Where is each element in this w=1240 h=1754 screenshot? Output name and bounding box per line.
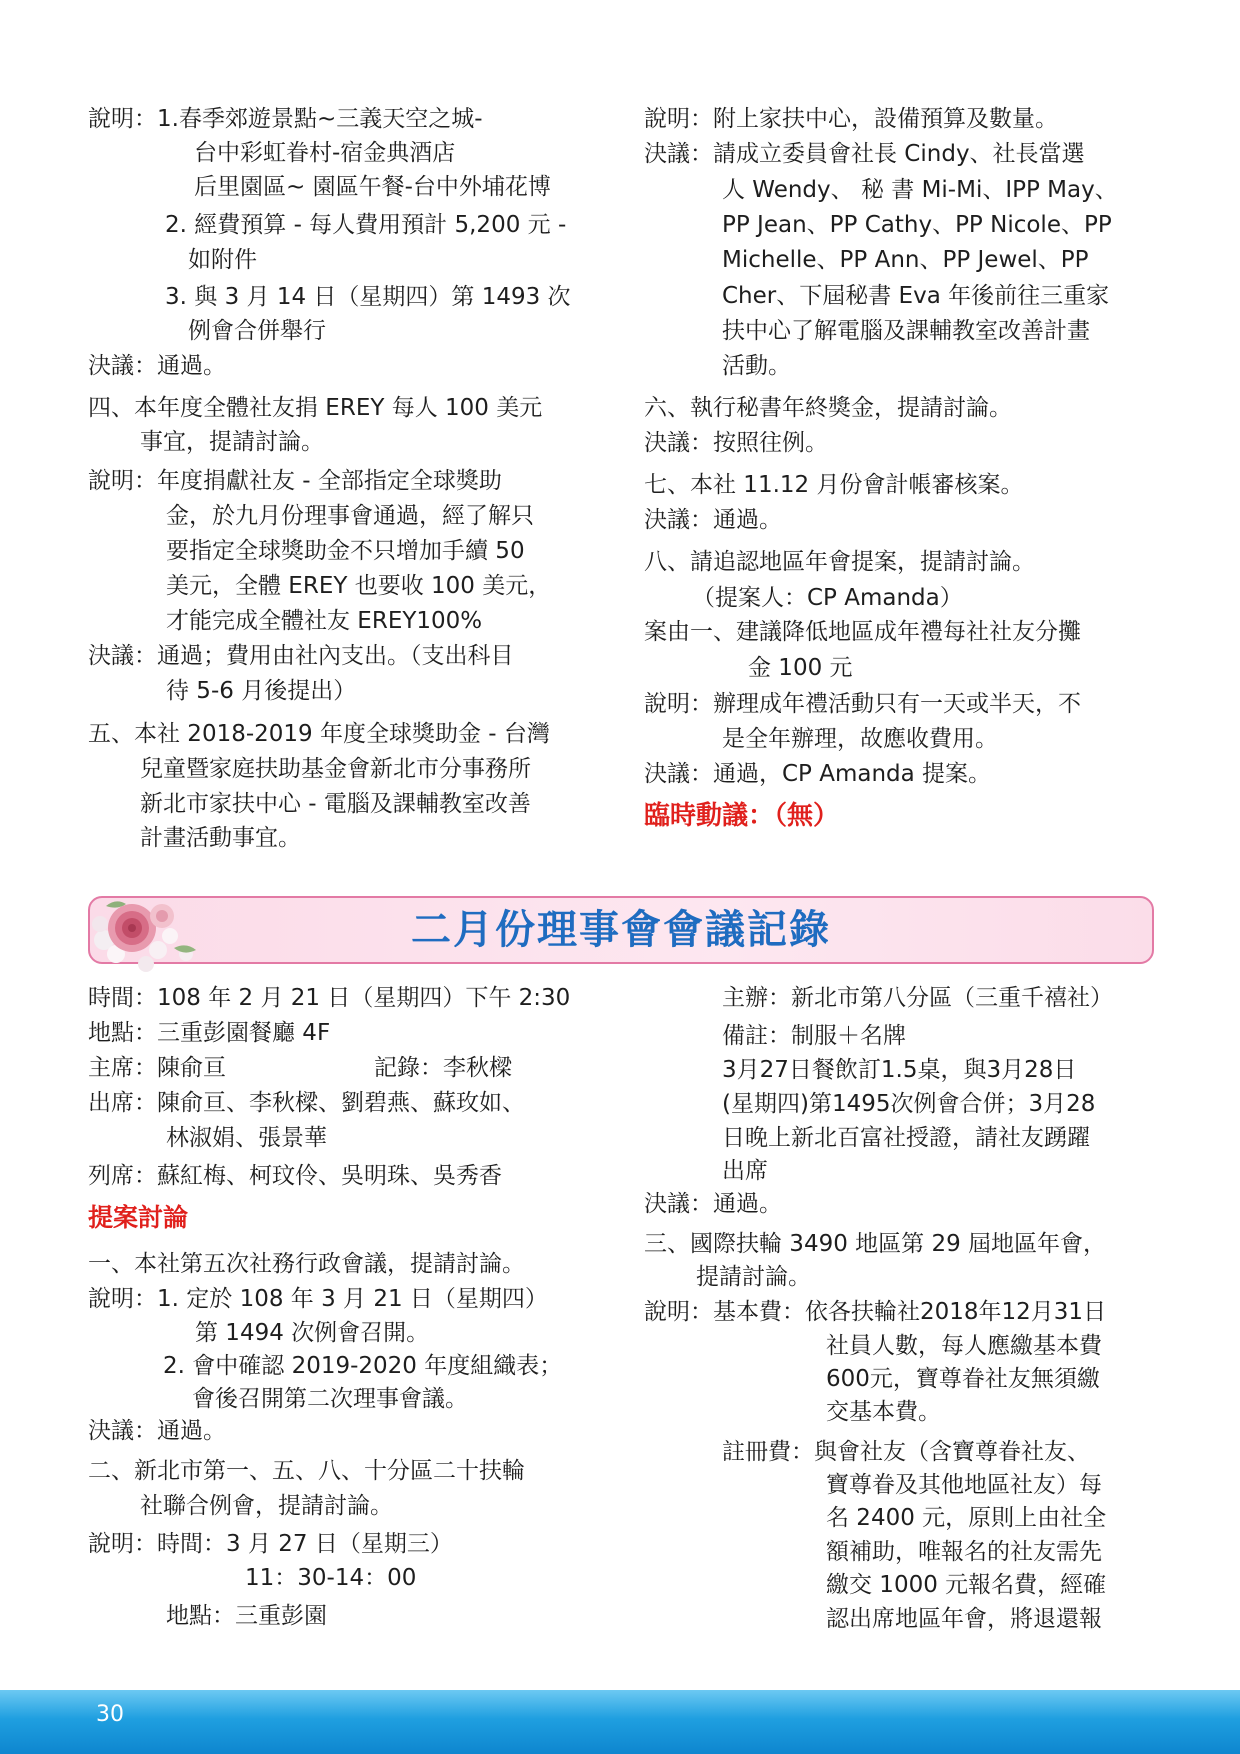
text-line: 例會合併舉行	[188, 318, 326, 344]
meeting-time: 時間：108 年 2 月 21 日（星期四）下午 2:30	[88, 985, 571, 1011]
text-line: 3月27日餐飲訂1.5桌，與3月28日	[722, 1057, 1077, 1083]
text-line: 提請討論。	[696, 1264, 811, 1290]
text-line: 11：30-14：00	[245, 1565, 417, 1591]
text-line: 二、新北市第一、五、八、十分區二十扶輪	[88, 1458, 525, 1484]
meeting-recorder: 記錄：李秋樑	[374, 1055, 512, 1081]
text-line: 說明：時間：3 月 27 日（星期三）	[88, 1531, 453, 1557]
text-line: 說明：1. 定於 108 年 3 月 21 日（星期四）	[88, 1286, 548, 1312]
text-line: 決議：通過。	[644, 1191, 782, 1217]
text-line: 三、國際扶輪 3490 地區第 29 屆地區年會，	[644, 1231, 1107, 1257]
text-line: 美元，全體 EREY 也要收 100 美元，	[166, 573, 552, 599]
text-line: 3. 與 3 月 14 日（星期四）第 1493 次	[165, 284, 571, 310]
footer-band	[0, 1690, 1240, 1754]
text-line: 七、本社 11.12 月份會計帳審核案。	[644, 472, 1024, 498]
text-line: 決議：通過。	[88, 1418, 226, 1444]
text-line: 出席	[722, 1158, 768, 1184]
text-line: 決議：通過。	[644, 507, 782, 533]
text-line: 兒童暨家庭扶助基金會新北市分事務所	[140, 756, 531, 782]
text-line: 案由一、建議降低地區成年禮每社社友分攤	[644, 619, 1081, 645]
text-line: 2. 經費預算 - 每人費用預計 5,200 元 -	[165, 212, 567, 238]
section-title-band	[88, 896, 1154, 964]
text-line: 名 2400 元，原則上由社全	[826, 1505, 1107, 1531]
text-line: 是全年辦理，故應收費用。	[722, 726, 998, 752]
text-line: 交基本費。	[826, 1399, 941, 1425]
text-line: 待 5-6 月後提出）	[166, 678, 357, 704]
text-line: 決議：請成立委員會社長 Cindy、社長當選	[644, 141, 1085, 167]
text-line: 五、本社 2018-2019 年度全球獎助金 - 台灣	[88, 721, 550, 747]
text-line: 說明：基本費：依各扶輪社2018年12月31日	[644, 1299, 1107, 1325]
text-line: 社聯合例會，提請討論。	[140, 1493, 393, 1519]
text-line: 活動。	[722, 353, 791, 379]
text-line: （提案人：CP Amanda）	[692, 585, 963, 611]
text-line: 地點：三重彭園	[166, 1603, 327, 1629]
text-line: 說明：附上家扶中心，設備預算及數量。	[644, 106, 1058, 132]
text-line: 600元，寶尊眷社友無須繳	[826, 1366, 1100, 1392]
text-line: 註冊費：與會社友（含寶尊眷社友、	[722, 1439, 1090, 1465]
text-line: 計畫活動事宜。	[140, 825, 301, 851]
text-line: 決議：通過，CP Amanda 提案。	[644, 761, 992, 787]
proposal-discussion-heading: 提案討論	[88, 1203, 189, 1232]
text-line: 人 Wendy、 秘 書 Mi-Mi、IPP May、	[722, 177, 1118, 203]
text-line: 主辦：新北市第八分區（三重千禧社）	[722, 985, 1113, 1011]
text-line: 台中彩虹眷村-宿金典酒店	[194, 140, 456, 166]
text-line: 2. 會中確認 2019-2020 年度組織表；	[163, 1353, 563, 1379]
text-line: 社員人數，每人應繳基本費	[826, 1333, 1102, 1359]
text-line: 說明：年度捐獻社友 - 全部指定全球獎助	[88, 468, 502, 494]
text-line: 認出席地區年會，將退還報	[826, 1606, 1102, 1632]
section-title: 二月份理事會會議記錄	[411, 907, 831, 953]
text-line: 額補助，唯報名的社友需先	[826, 1539, 1102, 1565]
text-line: 決議：通過；費用由社內支出。（支出科目	[88, 643, 514, 669]
text-line: 金 100 元	[748, 655, 853, 681]
meeting-chair: 主席：陳俞亘	[88, 1055, 226, 1081]
text-line: 一、本社第五次社務行政會議，提請討論。	[88, 1251, 525, 1277]
meeting-place: 地點：三重彭園餐廳 4F	[88, 1020, 331, 1046]
text-line: 備註：制服＋名牌	[722, 1023, 906, 1049]
text-line: Michelle、PP Ann、PP Jewel、PP	[722, 247, 1089, 273]
text-line: Cher、下屆秘書 Eva 年後前往三重家	[722, 283, 1110, 309]
text-line: 繳交 1000 元報名費，經確	[826, 1572, 1107, 1598]
rose-bouquet-icon	[86, 880, 216, 980]
text-line: 后里園區~ 園區午餐-台中外埔花博	[194, 174, 551, 200]
text-line: 如附件	[188, 247, 257, 273]
text-line: 事宜，提請討論。	[140, 429, 324, 455]
text-line: PP Jean、PP Cathy、PP Nicole、PP	[722, 212, 1112, 238]
text-line: 四、本年度全體社友捐 EREY 每人 100 美元	[88, 395, 543, 421]
text-line: 八、請追認地區年會提案，提請討論。	[644, 549, 1035, 575]
text-line: 六、執行秘書年終獎金，提請討論。	[644, 395, 1012, 421]
text-line: 會後召開第二次理事會議。	[192, 1386, 468, 1412]
text-line: 日晚上新北百富社授證，請社友踴躍	[722, 1125, 1090, 1151]
text-line: 第 1494 次例會召開。	[195, 1320, 430, 1346]
text-line: 要指定全球獎助金不只增加手續 50	[166, 538, 525, 564]
text-line: (星期四)第1495次例會合併；3月28	[722, 1091, 1096, 1117]
text-line: 扶中心了解電腦及課輔教室改善計畫	[722, 318, 1090, 344]
extempore-motion-heading: 臨時動議：（無）	[644, 801, 840, 831]
attendees: 出席：陳俞亘、李秋樑、劉碧燕、蘇玫如、	[88, 1090, 525, 1116]
text-line: 寶尊眷及其他地區社友）每	[826, 1472, 1102, 1498]
observers: 列席：蘇紅梅、柯玟伶、吳明珠、吳秀香	[88, 1163, 502, 1189]
text-line: 才能完成全體社友 EREY100%	[166, 608, 483, 634]
text-line: 說明：1.春季郊遊景點~三義天空之城-	[88, 106, 483, 132]
text-line: 林淑娟、張景華	[166, 1125, 327, 1151]
page-number: 30	[96, 1702, 124, 1727]
text-line: 說明：辦理成年禮活動只有一天或半天，不	[644, 691, 1081, 717]
text-line: 決議：通過。	[88, 353, 226, 379]
text-line: 決議：按照往例。	[644, 430, 828, 456]
text-line: 金，於九月份理事會通過，經了解只	[166, 503, 534, 529]
text-line: 新北市家扶中心 - 電腦及課輔教室改善	[140, 791, 531, 817]
